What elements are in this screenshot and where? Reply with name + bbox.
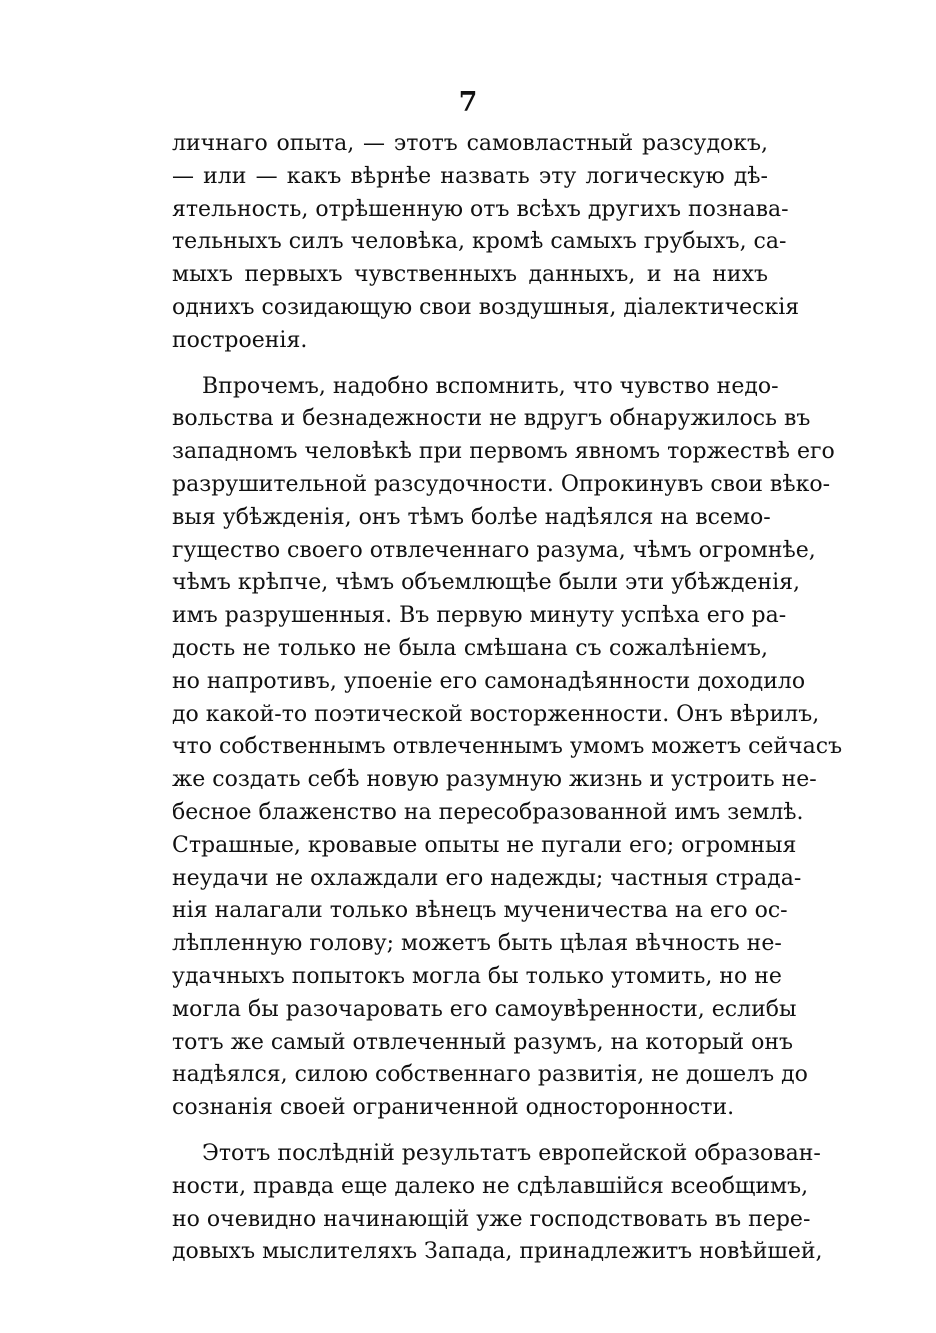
text-line: однихъ созидающую свои воздушныя, діалектическія bbox=[172, 294, 800, 320]
text-line: но очевидно начинающій уже господствовать въ пере- bbox=[172, 1206, 811, 1232]
text-line: вольства и безнадежности не вдругъ обнаружилось въ bbox=[172, 406, 811, 432]
text-line: западномъ человѣкѣ при первомъ явномъ торжествѣ его bbox=[172, 439, 835, 465]
page-number: 7 bbox=[458, 87, 478, 118]
text-line: бесное блаженство на пересобразованной имъ землѣ. bbox=[172, 799, 804, 825]
text-line: довыхъ мыслителяхъ Запада, принадлежитъ новѣйшей, bbox=[172, 1239, 823, 1265]
text-line: — или — какъ вѣрнѣе назвать эту логическую дѣ- bbox=[172, 163, 768, 189]
text-line: могла бы разочаровать его самоувѣренности, еслибы bbox=[172, 996, 797, 1022]
text-line: выя убѣжденія, онъ тѣмъ болѣе надѣялся на всемо- bbox=[172, 504, 771, 530]
text-line: гущество своего отвлеченнаго разума, чѣмъ огромнѣе, bbox=[172, 537, 816, 563]
text-line: Страшные, кровавые опыты не пугали его; огромныя bbox=[172, 832, 797, 858]
text-line: Впрочемъ, надобно вспомнить, что чувство недо- bbox=[202, 373, 779, 399]
text-line: ности, правда еще далеко не сдѣлавшійся всеобщимъ, bbox=[172, 1173, 809, 1199]
text-line: нія налагали только вѣнецъ мученичества на его ос- bbox=[172, 898, 788, 924]
text-line: чѣмъ крѣпче, чѣмъ объемлющѣе были эти убѣжденія, bbox=[172, 570, 800, 596]
text-line: лѣпленную голову; можетъ быть цѣлая вѣчность не- bbox=[172, 931, 782, 957]
paragraph bbox=[172, 371, 843, 1125]
text-line: тотъ же самый отвлеченный разумъ, на который онъ bbox=[172, 1029, 793, 1055]
text-line: удачныхъ попытокъ могла бы только утомить, но не bbox=[172, 963, 782, 989]
text-line: тельныхъ силъ человѣка, кромѣ самыхъ грубыхъ, са- bbox=[172, 229, 787, 255]
text-line: Этотъ послѣдній результатъ европейской образован- bbox=[202, 1140, 821, 1166]
text-line: неудачи не охлаждали его надежды; частныя страда- bbox=[172, 865, 802, 891]
text-line: но напротивъ, упоеніе его самонадѣянности доходило bbox=[172, 668, 806, 694]
text-line: дость не только не была смѣшана съ сожалѣніемъ, bbox=[172, 635, 768, 661]
text-line: построенія. bbox=[172, 327, 308, 353]
paragraph bbox=[172, 1138, 823, 1269]
paragraph bbox=[172, 128, 800, 358]
text-line: надѣялся, силою собственнаго развитія, не дошелъ до bbox=[172, 1062, 808, 1088]
text-line: имъ разрушенныя. Въ первую минуту успѣха его ра- bbox=[172, 603, 787, 629]
text-line: разрушительной разсудочности. Опрокинувъ свои вѣко- bbox=[172, 471, 831, 497]
text-line: личнаго опыта, — этотъ самовластный разсудокъ, bbox=[172, 131, 768, 156]
text-line: до какой-то поэтической восторженности. Онъ вѣрилъ, bbox=[172, 701, 820, 727]
text-line: сознанія своей ограниченной односторонности. bbox=[172, 1095, 735, 1121]
text-line: ятельность, отрѣшенную отъ всѣхъ другихъ познава- bbox=[172, 196, 789, 222]
text-line: мыхъ первыхъ чувственныхъ данныхъ, и на нихъ bbox=[172, 262, 768, 288]
body-text bbox=[172, 128, 843, 1269]
text-line: же создать себѣ новую разумную жизнь и устроить не- bbox=[172, 767, 817, 793]
text-line: что собственнымъ отвлеченнымъ умомъ можетъ сейчасъ bbox=[172, 734, 843, 760]
